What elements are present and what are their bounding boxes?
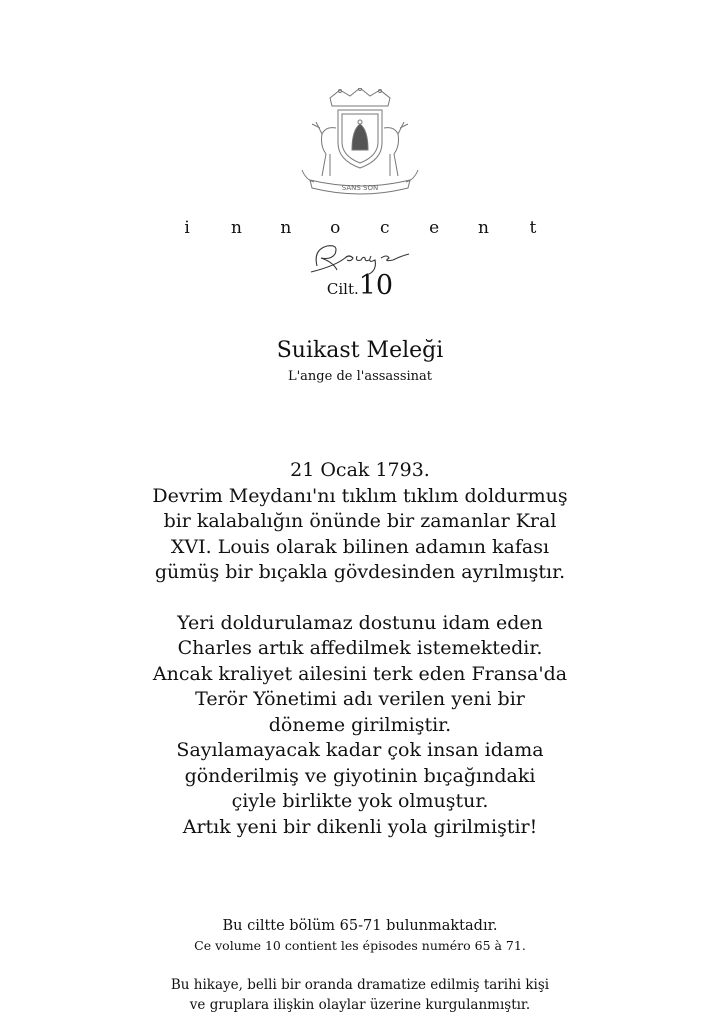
- text-line: Devrim Meydanı'nı tıklım tıklım doldurmuş: [152, 484, 568, 507]
- text-line: gümüş bir bıçakla gövdesinden ayrılmıştır.: [154, 561, 566, 583]
- volume-value: 10: [358, 270, 394, 301]
- disclaimer: [0, 975, 720, 1015]
- text-line: çiyle birlikte yok olmuştur.: [231, 790, 489, 812]
- synopsis: [0, 458, 720, 865]
- crest-motto: SANS SON: [341, 184, 379, 192]
- series-letter: o: [330, 218, 341, 238]
- text-line: Terör Yönetimi adı verilen yeni bir: [195, 688, 525, 710]
- text-line: Artık yeni bir dikenli yola girilmiştir!: [182, 815, 538, 838]
- episode-info-fr: Ce volume 10 contient les épisodes numéro 65 à 71.: [194, 938, 526, 953]
- disclaimer-line: Bu hikaye, belli bir oranda dramatize edilmiş tarihi kişi: [170, 977, 550, 993]
- volume-number: [0, 270, 720, 301]
- text-line: bir kalabalığın önünde bir zamanlar Kral: [163, 510, 557, 532]
- chapter-title: Suikast Meleği: [276, 338, 444, 363]
- series-title: [0, 218, 720, 238]
- text-line: Ancak kraliyet ailesini terk eden Fransa'da: [152, 662, 568, 685]
- sanson-crest-logo: [300, 88, 420, 198]
- text-line: Yeri doldurulamaz dostunu idam eden: [177, 611, 543, 634]
- series-letter: n: [231, 218, 242, 238]
- text-line: döneme girilmiştir.: [268, 713, 452, 736]
- synopsis-paragraph: [0, 611, 720, 841]
- text-line: gönderilmiş ve giyotinin bıçağındaki: [184, 764, 536, 787]
- episode-info: [0, 917, 720, 955]
- series-letter: i: [184, 218, 190, 238]
- text-line: 21 Ocak 1793.: [290, 459, 430, 481]
- synopsis-paragraph: [0, 458, 720, 586]
- series-letter: t: [529, 218, 537, 238]
- chapter-subtitle: L'ange de l'assassinat: [287, 369, 433, 384]
- series-letter: e: [429, 218, 440, 238]
- episode-info-tr: Bu ciltte bölüm 65-71 bulunmaktadır.: [222, 918, 498, 934]
- text-line: XVI. Louis olarak bilinen adamın kafası: [170, 535, 550, 558]
- text-line: Sayılamayacak kadar çok insan idama: [176, 739, 544, 761]
- volume-label: Cilt.: [326, 280, 359, 298]
- disclaimer-line: ve gruplara ilişkin olaylar üzerine kurgulanmıştır.: [189, 997, 531, 1013]
- text-line: Charles artık affedilmek istemektedir.: [177, 637, 543, 659]
- series-letter: c: [379, 218, 390, 238]
- series-letter: n: [280, 218, 292, 238]
- series-letter: n: [478, 218, 489, 238]
